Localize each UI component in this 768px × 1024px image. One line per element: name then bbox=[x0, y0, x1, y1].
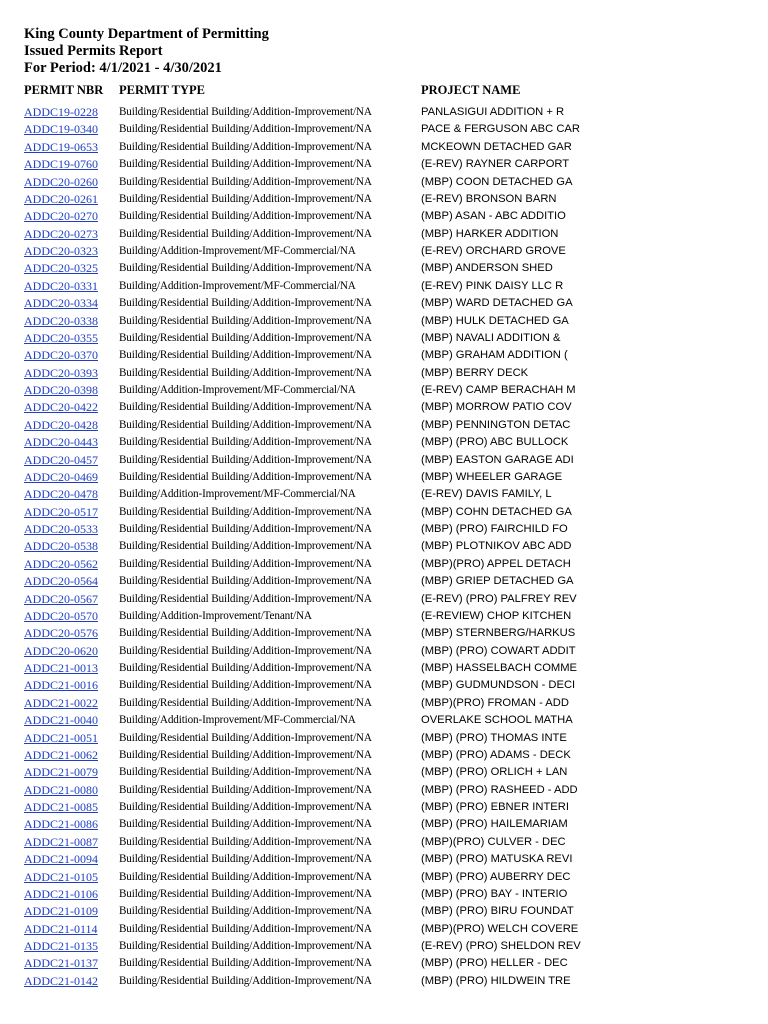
project-name-cell: (MBP) (PRO) HELLER - DEC bbox=[421, 957, 568, 970]
permit-type-cell: Building/Addition-Improvement/MF-Commercial/NA bbox=[119, 384, 356, 396]
table-row bbox=[0, 365, 768, 382]
table-row bbox=[0, 208, 768, 225]
table-row bbox=[0, 799, 768, 816]
permit-type-cell: Building/Residential Building/Addition-Improvement/NA bbox=[119, 818, 372, 831]
column-header-permit-type: PERMIT TYPE bbox=[119, 83, 206, 97]
table-row bbox=[0, 903, 768, 920]
project-name-cell: (MBP) (PRO) RASHEED - ADD bbox=[421, 783, 578, 796]
project-name-cell: (MBP) HASSELBACH COMME bbox=[421, 662, 578, 674]
table-row bbox=[0, 608, 768, 625]
permit-type-cell: Building/Residential Building/Addition-Improvement/NA bbox=[119, 192, 372, 205]
table-row bbox=[0, 921, 768, 938]
permit-type-cell: Building/Residential Building/Addition-Improvement/NA bbox=[119, 835, 372, 848]
permit-number-link[interactable]: ADDC21-0085 bbox=[24, 800, 98, 814]
project-name-cell: (MBP) (PRO) ORLICH + LAN bbox=[421, 766, 568, 779]
table-row bbox=[0, 521, 768, 538]
table-row bbox=[0, 104, 768, 121]
permit-number-link[interactable]: ADDC20-0538 bbox=[24, 539, 98, 554]
permit-number-link[interactable]: ADDC20-0570 bbox=[24, 608, 98, 623]
permit-number-link[interactable]: ADDC20-0443 bbox=[24, 435, 98, 450]
permit-number-link[interactable]: ADDC21-0080 bbox=[24, 782, 98, 797]
project-name-cell: (E-REV) DAVIS FAMILY, L bbox=[421, 488, 552, 501]
permit-number-link[interactable]: ADDC20-0469 bbox=[24, 469, 98, 484]
table-row bbox=[0, 434, 768, 451]
table-row bbox=[0, 973, 768, 990]
table-row bbox=[0, 851, 768, 868]
table-row bbox=[0, 278, 768, 295]
permit-number-link[interactable]: ADDC20-0533 bbox=[24, 522, 98, 536]
table-row bbox=[0, 782, 768, 799]
table-row bbox=[0, 538, 768, 555]
project-name-cell: (E-REV) PINK DAISY LLC R bbox=[421, 279, 564, 292]
permit-number-link[interactable]: ADDC21-0106 bbox=[24, 886, 98, 901]
table-row bbox=[0, 955, 768, 972]
permit-type-cell: Building/Residential Building/Addition-Improvement/NA bbox=[119, 505, 372, 518]
project-name-cell: (MBP) ANDERSON SHED bbox=[421, 262, 553, 275]
permit-type-cell: Building/Residential Building/Addition-Improvement/NA bbox=[119, 523, 372, 535]
permit-number-link[interactable]: ADDC20-0457 bbox=[24, 452, 98, 467]
permit-type-cell: Building/Residential Building/Addition-Improvement/NA bbox=[119, 922, 372, 935]
permit-number-link[interactable]: ADDC21-0087 bbox=[24, 834, 98, 849]
permit-number-link[interactable]: ADDC21-0079 bbox=[24, 765, 98, 780]
project-name-cell: (MBP) COHN DETACHED GA bbox=[421, 505, 572, 518]
project-name-cell: (MBP) BERRY DECK bbox=[421, 366, 529, 379]
table-row bbox=[0, 834, 768, 851]
permit-type-cell: Building/Residential Building/Addition-Improvement/NA bbox=[119, 905, 372, 918]
project-name-cell: (E-REV) ORCHARD GROVE bbox=[421, 245, 566, 257]
permit-type-cell: Building/Residential Building/Addition-Improvement/NA bbox=[119, 940, 372, 952]
project-name-cell: (MBP) (PRO) THOMAS INTE bbox=[421, 731, 567, 744]
permit-type-cell: Building/Residential Building/Addition-Improvement/NA bbox=[119, 436, 372, 449]
project-name-cell: (MBP) COON DETACHED GA bbox=[421, 175, 573, 188]
table-row bbox=[0, 382, 768, 399]
table-row bbox=[0, 174, 768, 191]
column-header-permit-nbr: PERMIT NBR bbox=[24, 83, 104, 97]
table-row bbox=[0, 139, 768, 156]
project-name-cell: (E-REV) RAYNER CARPORT bbox=[421, 158, 570, 171]
permit-type-cell: Building/Residential Building/Addition-Improvement/NA bbox=[119, 453, 372, 466]
project-name-cell: PANLASIGUI ADDITION + R bbox=[421, 106, 565, 118]
table-row bbox=[0, 816, 768, 833]
report-org: King County Department of Permitting bbox=[24, 26, 269, 42]
project-name-cell: OVERLAKE SCHOOL MATHA bbox=[421, 714, 573, 727]
project-name-cell: (MBP) (PRO) HILDWEIN TRE bbox=[421, 974, 571, 987]
permit-number-link[interactable]: ADDC21-0051 bbox=[24, 730, 98, 745]
permit-number-link[interactable]: ADDC20-0270 bbox=[24, 209, 98, 224]
project-name-cell: (MBP) NAVALI ADDITION & bbox=[421, 331, 561, 344]
table-row bbox=[0, 886, 768, 903]
project-name-cell: (E-REVIEW) CHOP KITCHEN bbox=[421, 609, 572, 622]
permit-type-cell: Building/Residential Building/Addition-Improvement/NA bbox=[119, 470, 372, 483]
permit-type-cell: Building/Residential Building/Addition-Improvement/NA bbox=[119, 696, 372, 709]
permit-type-cell: Building/Residential Building/Addition-Improvement/NA bbox=[119, 748, 372, 761]
permit-type-cell: Building/Residential Building/Addition-Improvement/NA bbox=[119, 540, 372, 553]
permit-type-cell: Building/Residential Building/Addition-Improvement/NA bbox=[119, 418, 372, 431]
permit-type-cell: Building/Residential Building/Addition-Improvement/NA bbox=[119, 957, 372, 970]
permit-number-link[interactable]: ADDC20-0323 bbox=[24, 244, 98, 258]
table-row bbox=[0, 938, 768, 955]
table-row bbox=[0, 504, 768, 521]
permit-type-cell: Building/Residential Building/Addition-Improvement/NA bbox=[119, 349, 372, 362]
permit-number-link[interactable]: ADDC20-0398 bbox=[24, 383, 98, 397]
table-row bbox=[0, 191, 768, 208]
permit-number-link[interactable]: ADDC20-0261 bbox=[24, 191, 98, 206]
table-row bbox=[0, 695, 768, 712]
permit-number-link[interactable]: ADDC21-0086 bbox=[24, 817, 98, 832]
permit-type-cell: Building/Residential Building/Addition-Improvement/NA bbox=[119, 106, 372, 118]
table-row bbox=[0, 295, 768, 312]
project-name-cell: (MBP) WHEELER GARAGE bbox=[421, 470, 563, 483]
table-row bbox=[0, 313, 768, 330]
permit-type-cell: Building/Residential Building/Addition-Improvement/NA bbox=[119, 575, 372, 588]
permit-number-link[interactable]: ADDC20-0562 bbox=[24, 556, 98, 571]
table-row bbox=[0, 712, 768, 729]
permit-number-link[interactable]: ADDC21-0062 bbox=[24, 747, 98, 762]
permit-type-cell: Building/Residential Building/Addition-Improvement/NA bbox=[119, 870, 372, 883]
project-name-cell: (MBP) (PRO) MATUSKA REVI bbox=[421, 853, 573, 866]
permit-number-link[interactable]: ADDC19-0340 bbox=[24, 122, 98, 137]
permit-type-cell: Building/Residential Building/Addition-Improvement/NA bbox=[119, 366, 372, 379]
permit-number-link[interactable]: ADDC20-0428 bbox=[24, 417, 98, 432]
permit-type-cell: Building/Residential Building/Addition-Improvement/NA bbox=[119, 158, 372, 171]
permit-type-cell: Building/Residential Building/Addition-Improvement/NA bbox=[119, 679, 372, 692]
permit-type-cell: Building/Addition-Improvement/MF-Commercial/NA bbox=[119, 488, 356, 501]
permit-type-cell: Building/Residential Building/Addition-Improvement/NA bbox=[119, 210, 372, 223]
table-row bbox=[0, 156, 768, 173]
permit-number-link[interactable]: ADDC21-0016 bbox=[24, 678, 98, 693]
project-name-cell: (MBP) (PRO) HAILEMARIAM bbox=[421, 818, 568, 831]
project-name-cell: (MBP) MORROW PATIO COV bbox=[421, 401, 572, 414]
permit-type-cell: Building/Residential Building/Addition-Improvement/NA bbox=[119, 853, 372, 866]
project-name-cell: (E-REV) BRONSON BARN bbox=[421, 192, 557, 205]
permit-number-link[interactable]: ADDC21-0135 bbox=[24, 939, 98, 953]
project-name-cell: (MBP) (PRO) COWART ADDIT bbox=[421, 644, 576, 657]
project-name-cell: (MBP) GRAHAM ADDITION ( bbox=[421, 349, 568, 362]
table-row bbox=[0, 591, 768, 608]
table-row bbox=[0, 660, 768, 677]
permit-type-cell: Building/Residential Building/Addition-Improvement/NA bbox=[119, 297, 372, 310]
table-row bbox=[0, 643, 768, 660]
table-row bbox=[0, 677, 768, 694]
permit-number-link[interactable]: ADDC20-0260 bbox=[24, 174, 98, 189]
permit-number-link[interactable]: ADDC20-0393 bbox=[24, 365, 98, 380]
permit-number-link[interactable]: ADDC21-0040 bbox=[24, 713, 98, 728]
project-name-cell: (MBP) (PRO) EBNER INTERI bbox=[421, 801, 569, 813]
table-row bbox=[0, 121, 768, 138]
permit-number-link[interactable]: ADDC20-0325 bbox=[24, 261, 98, 276]
permit-type-cell: Building/Residential Building/Addition-Improvement/NA bbox=[119, 175, 372, 188]
project-name-cell: (MBP)(PRO) WELCH COVERE bbox=[421, 922, 579, 935]
permit-number-link[interactable]: ADDC20-0517 bbox=[24, 504, 98, 519]
project-name-cell: (MBP) GRIEP DETACHED GA bbox=[421, 575, 574, 588]
table-row bbox=[0, 573, 768, 590]
permit-type-cell: Building/Residential Building/Addition-Improvement/NA bbox=[119, 227, 372, 240]
project-name-cell: (MBP) ASAN - ABC ADDITIO bbox=[421, 210, 566, 223]
project-name-cell: (E-REV) CAMP BERACHAH M bbox=[421, 384, 576, 396]
permit-type-cell: Building/Residential Building/Addition-Improvement/NA bbox=[119, 731, 372, 744]
permit-type-cell: Building/Addition-Improvement/MF-Commercial/NA bbox=[119, 714, 356, 727]
permit-number-link[interactable]: ADDC19-0228 bbox=[24, 105, 98, 119]
permit-type-cell: Building/Residential Building/Addition-Improvement/NA bbox=[119, 314, 372, 327]
permit-type-cell: Building/Addition-Improvement/MF-Commercial/NA bbox=[119, 279, 356, 292]
project-name-cell: (MBP) EASTON GARAGE ADI bbox=[421, 453, 574, 466]
project-name-cell: (MBP) (PRO) ABC BULLOCK bbox=[421, 436, 569, 449]
permit-number-link[interactable]: ADDC20-0334 bbox=[24, 296, 98, 311]
permit-number-link[interactable]: ADDC21-0142 bbox=[24, 973, 98, 988]
project-name-cell: (MBP) GUDMUNDSON - DECI bbox=[421, 679, 576, 692]
permit-type-cell: Building/Residential Building/Addition-Improvement/NA bbox=[119, 801, 372, 813]
permit-number-link[interactable]: ADDC21-0022 bbox=[24, 695, 98, 710]
project-name-cell: (MBP) (PRO) BIRU FOUNDAT bbox=[421, 905, 574, 918]
permit-number-link[interactable]: ADDC20-0478 bbox=[24, 487, 98, 502]
project-name-cell: (MBP) PENNINGTON DETAC bbox=[421, 418, 571, 431]
permit-number-link[interactable]: ADDC21-0109 bbox=[24, 904, 98, 919]
table-row bbox=[0, 243, 768, 260]
project-name-cell: MCKEOWN DETACHED GAR bbox=[421, 140, 572, 153]
project-name-cell: (MBP) PLOTNIKOV ABC ADD bbox=[421, 540, 572, 553]
table-row bbox=[0, 869, 768, 886]
permit-number-link[interactable]: ADDC21-0105 bbox=[24, 869, 98, 884]
permit-type-cell: Building/Residential Building/Addition-Improvement/NA bbox=[119, 974, 372, 987]
permit-number-link[interactable]: ADDC20-0370 bbox=[24, 348, 98, 363]
permit-number-link[interactable]: ADDC21-0013 bbox=[24, 661, 98, 675]
permit-number-link[interactable]: ADDC20-0620 bbox=[24, 643, 98, 658]
permit-number-link[interactable]: ADDC20-0567 bbox=[24, 591, 98, 606]
table-row bbox=[0, 399, 768, 416]
permit-number-link[interactable]: ADDC21-0137 bbox=[24, 956, 98, 971]
table-row bbox=[0, 452, 768, 469]
project-name-cell: (MBP) WARD DETACHED GA bbox=[421, 297, 573, 310]
permit-type-cell: Building/Residential Building/Addition-Improvement/NA bbox=[119, 766, 372, 779]
table-row bbox=[0, 625, 768, 642]
report-header bbox=[24, 26, 269, 77]
column-header-project-name: PROJECT NAME bbox=[421, 83, 521, 97]
project-name-cell: (E-REV) (PRO) PALFREY REV bbox=[421, 592, 577, 605]
permit-number-link[interactable]: ADDC20-0338 bbox=[24, 313, 98, 328]
permit-type-cell: Building/Addition-Improvement/Tenant/NA bbox=[119, 609, 312, 622]
table-row bbox=[0, 417, 768, 434]
project-name-cell: (MBP)(PRO) FROMAN - ADD bbox=[421, 696, 569, 709]
report-title: Issued Permits Report bbox=[24, 43, 163, 59]
project-name-cell: (MBP) (PRO) ADAMS - DECK bbox=[421, 748, 571, 761]
permit-number-link[interactable]: ADDC20-0564 bbox=[24, 574, 98, 589]
table-row bbox=[0, 730, 768, 747]
table-row bbox=[0, 764, 768, 781]
permit-type-cell: Building/Residential Building/Addition-Improvement/NA bbox=[119, 627, 372, 640]
table-row bbox=[0, 260, 768, 277]
project-name-cell: (MBP)(PRO) APPEL DETACH bbox=[421, 557, 571, 570]
table-row bbox=[0, 226, 768, 243]
table-row bbox=[0, 486, 768, 503]
permit-number-link[interactable]: ADDC19-0760 bbox=[24, 157, 98, 172]
project-name-cell: PACE & FERGUSON ABC CAR bbox=[421, 123, 580, 136]
permit-type-cell: Building/Residential Building/Addition-Improvement/NA bbox=[119, 262, 372, 275]
table-row bbox=[0, 469, 768, 486]
permit-number-link[interactable]: ADDC21-0094 bbox=[24, 852, 98, 867]
permit-type-cell: Building/Residential Building/Addition-Improvement/NA bbox=[119, 401, 372, 414]
table-row bbox=[0, 556, 768, 573]
permit-number-link[interactable]: ADDC20-0355 bbox=[24, 330, 98, 345]
permit-type-cell: Building/Residential Building/Addition-Improvement/NA bbox=[119, 662, 372, 674]
permit-type-cell: Building/Residential Building/Addition-Improvement/NA bbox=[119, 592, 372, 605]
permit-type-cell: Building/Residential Building/Addition-Improvement/NA bbox=[119, 140, 372, 153]
project-name-cell: (MBP) STERNBERG/HARKUS bbox=[421, 627, 576, 640]
table-row bbox=[0, 330, 768, 347]
project-name-cell: (E-REV) (PRO) SHELDON REV bbox=[421, 940, 581, 952]
table-row bbox=[0, 347, 768, 364]
project-name-cell: (MBP) (PRO) AUBERRY DEC bbox=[421, 870, 571, 883]
permit-type-cell: Building/Residential Building/Addition-Improvement/NA bbox=[119, 783, 372, 796]
permit-number-link[interactable]: ADDC21-0114 bbox=[24, 921, 98, 936]
permit-number-link[interactable]: ADDC20-0422 bbox=[24, 400, 98, 415]
project-name-cell: (MBP) (PRO) BAY - INTERIO bbox=[421, 887, 568, 900]
permit-type-cell: Building/Residential Building/Addition-Improvement/NA bbox=[119, 887, 372, 900]
permit-type-cell: Building/Residential Building/Addition-Improvement/NA bbox=[119, 331, 372, 344]
report-period: For Period: 4/1/2021 - 4/30/2021 bbox=[24, 60, 222, 76]
permit-type-cell: Building/Residential Building/Addition-Improvement/NA bbox=[119, 557, 372, 570]
permits-table bbox=[0, 104, 768, 990]
permit-number-link[interactable]: ADDC20-0576 bbox=[24, 626, 98, 641]
permit-type-cell: Building/Residential Building/Addition-Improvement/NA bbox=[119, 644, 372, 657]
permit-number-link[interactable]: ADDC20-0273 bbox=[24, 226, 98, 241]
permit-number-link[interactable]: ADDC20-0331 bbox=[24, 278, 98, 293]
permit-type-cell: Building/Addition-Improvement/MF-Commercial/NA bbox=[119, 245, 356, 257]
table-row bbox=[0, 747, 768, 764]
project-name-cell: (MBP) (PRO) FAIRCHILD FO bbox=[421, 523, 568, 535]
permit-type-cell: Building/Residential Building/Addition-Improvement/NA bbox=[119, 123, 372, 136]
permit-number-link[interactable]: ADDC19-0653 bbox=[24, 139, 98, 154]
project-name-cell: (MBP)(PRO) CULVER - DEC bbox=[421, 835, 566, 848]
project-name-cell: (MBP) HULK DETACHED GA bbox=[421, 314, 569, 327]
project-name-cell: (MBP) HARKER ADDITION bbox=[421, 227, 559, 240]
